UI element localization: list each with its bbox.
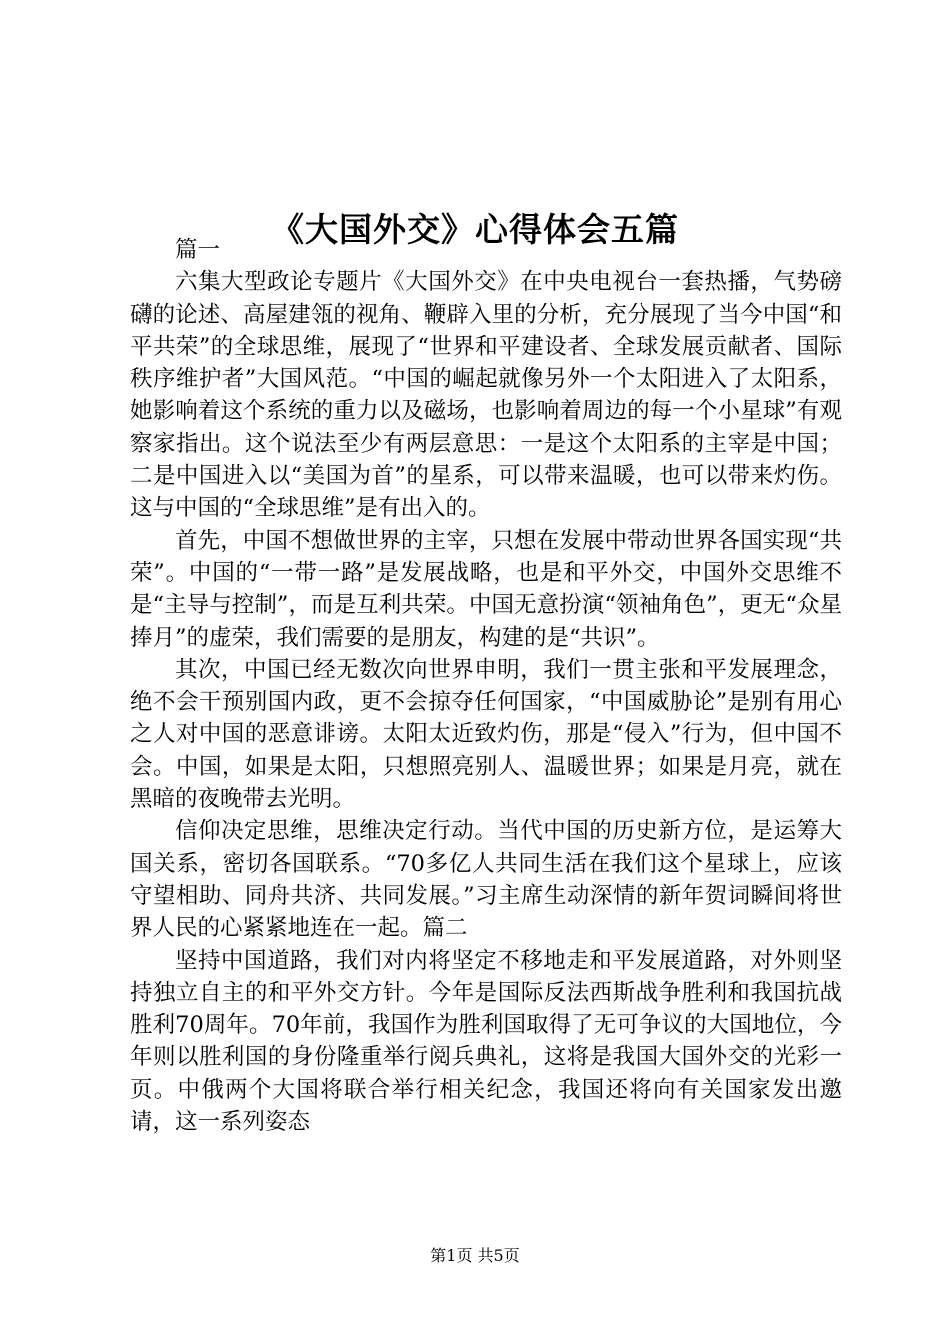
page-title: 《大国外交》心得体会五篇 <box>271 210 679 250</box>
page-footer <box>0 1245 950 1267</box>
section-label-1: 篇一 <box>175 237 221 263</box>
paragraph-4: 信仰决定思维，思维决定行动。当代中国的历史新方位，是运筹大国关系，密切各国联系。“70多亿人共同生活在我们这个星球上，应该守望相助、同舟共济、共同发展。”习主席生动深情的新年贺词瞬间将世界人民的心紧紧地连在一起。篇二 <box>130 818 842 942</box>
paragraph-2: 首先，中国不想做世界的主宰，只想在发展中带动世界各国实现“共荣”。中国的“一带一路”是发展战略，也是和平外交，中国外交思维不是“主导与控制”，而是互利共荣。中国无意扮演“领袖角色”，更无“众星捧月”的虚荣，我们需要的是朋友，构建的是“共识”。 <box>130 527 842 651</box>
page-number: 第1页 共5页 <box>430 1246 520 1265</box>
paragraph-5: 坚持中国道路，我们对内将坚定不移地走和平发展道路，对外则坚持独立自主的和平外交方针。今年是国际反法西斯战争胜利和我国抗战胜利70周年。70年前，我国作为胜利国取得了无可争议的大国地位，今年则以胜利国的身份隆重举行阅兵典礼，这将是我国大国外交的光彩一页。中俄两个大国将联合举行相关纪念，我国还将向有关国家发出邀请，这一系列姿态 <box>130 947 842 1136</box>
document-body <box>130 234 842 1138</box>
paragraph-3: 其次，中国已经无数次向世界申明，我们一贯主张和平发展理念，绝不会干预别国内政，更不会掠夺任何国家，“中国威胁论”是别有用心之人对中国的恶意诽谤。太阳太近致灼伤，那是“侵入”行为，但中国不会。中国，如果是太阳，只想照亮别人、温暖世界；如果是月亮，就在黑暗的夜晚带去光明。 <box>130 656 842 813</box>
paragraph-1: 六集大型政论专题片《大国外交》在中央电视台一套热播，气势磅礴的论述、高屋建瓴的视角、鞭辟入里的分析，充分展现了当今中国“和平共荣”的全球思维，展现了“世界和平建设者、全球发展贡献者、国际秩序维护者”大国风范。“中国的崛起就像另外一个太阳进入了太阳系，她影响着这个系统的重力以及磁场，也影响着周边的每一个小星球”有观察家指出。这个说法至少有两层意思：一是这个太阳系的主宰是中国；二是中国进入以“美国为首”的星系，可以带来温暖，也可以带来灼伤。这与中国的“全球思维”是有出入的。 <box>130 269 842 522</box>
